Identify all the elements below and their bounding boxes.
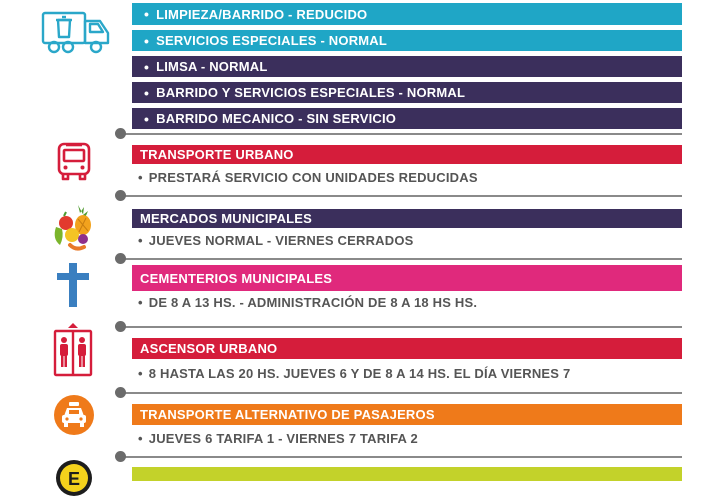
alternativo-title bbox=[132, 404, 682, 425]
bullet: • bbox=[138, 295, 143, 310]
garbage-truck-icon bbox=[40, 7, 112, 55]
bullet: • bbox=[138, 366, 143, 381]
transporte-detail bbox=[138, 170, 478, 185]
limpieza-item-label: LIMPIEZA/BARRIDO - REDUCIDO bbox=[156, 6, 368, 22]
bullet: • bbox=[138, 170, 143, 185]
detail-text: DE 8 A 13 HS. - ADMINISTRACIÓN DE 8 A 18 HS HS. bbox=[148, 295, 478, 310]
divider-line bbox=[121, 258, 682, 260]
bus-icon bbox=[54, 141, 94, 181]
timeline-dot bbox=[115, 451, 126, 462]
detail-text: JUEVES 6 TARIFA 1 - VIERNES 7 TARIFA 2 bbox=[148, 431, 418, 446]
section-title: CEMENTERIOS MUNICIPALES bbox=[140, 270, 333, 286]
mercados-title bbox=[132, 209, 682, 228]
limpieza-item-label: LIMSA - NORMAL bbox=[156, 59, 268, 74]
elevator-icon bbox=[52, 322, 94, 378]
divider-line bbox=[121, 326, 682, 328]
cementerios-detail bbox=[138, 295, 477, 310]
ascensor-detail bbox=[138, 366, 570, 381]
bullet: • bbox=[138, 233, 143, 248]
detail-text: JUEVES NORMAL - VIERNES CERRADOS bbox=[148, 233, 414, 248]
limpieza-item-label: BARRIDO Y SERVICIOS ESPECIALES - NORMAL bbox=[156, 85, 466, 100]
limpieza-item-4 bbox=[132, 108, 682, 129]
limpieza-item-label: BARRIDO MECANICO - SIN SERVICIO bbox=[156, 111, 397, 126]
transporte-title bbox=[132, 145, 682, 164]
limpieza-item-2 bbox=[132, 56, 682, 77]
detail-text: 8 HASTA LAS 20 HS. JUEVES 6 Y DE 8 A 14 HS. EL DÍA VIERNES 7 bbox=[148, 366, 571, 381]
section-title: MERCADOS MUNICIPALES bbox=[140, 211, 313, 226]
limpieza-item-0 bbox=[132, 3, 682, 25]
bullet: • bbox=[138, 431, 143, 446]
bullet: • bbox=[144, 84, 150, 101]
parking-e-icon bbox=[54, 458, 94, 498]
cross-icon bbox=[56, 262, 90, 308]
divider-line bbox=[121, 133, 682, 135]
section-title: TRANSPORTE URBANO bbox=[140, 147, 294, 162]
limpieza-item-label: SERVICIOS ESPECIALES - NORMAL bbox=[156, 33, 388, 48]
divider-line bbox=[121, 195, 682, 197]
produce-icon bbox=[50, 201, 98, 253]
limpieza-item-1 bbox=[132, 30, 682, 51]
divider-line bbox=[121, 456, 682, 458]
parking-e-letter: E bbox=[67, 469, 81, 489]
estacionamiento-title bbox=[132, 467, 682, 481]
bullet: • bbox=[144, 58, 150, 75]
timeline-dot bbox=[115, 190, 126, 201]
ascensor-title bbox=[132, 338, 682, 359]
alternativo-detail bbox=[138, 431, 418, 446]
bullet: • bbox=[144, 32, 150, 49]
timeline-dot bbox=[115, 321, 126, 332]
bullet: • bbox=[144, 6, 150, 22]
taxi-icon bbox=[53, 394, 95, 436]
section-title: ASCENSOR URBANO bbox=[140, 341, 278, 356]
bullet: • bbox=[144, 110, 150, 127]
section-title: TRANSPORTE ALTERNATIVO DE PASAJEROS bbox=[140, 407, 435, 422]
limpieza-item-3 bbox=[132, 82, 682, 103]
detail-text: PRESTARÁ SERVICIO CON UNIDADES REDUCIDAS bbox=[148, 170, 478, 185]
cementerios-title bbox=[132, 265, 682, 291]
timeline-dot bbox=[115, 128, 126, 139]
timeline-dot bbox=[115, 253, 126, 264]
divider-line bbox=[121, 392, 682, 394]
timeline-dot bbox=[115, 387, 126, 398]
mercados-detail bbox=[138, 233, 414, 248]
